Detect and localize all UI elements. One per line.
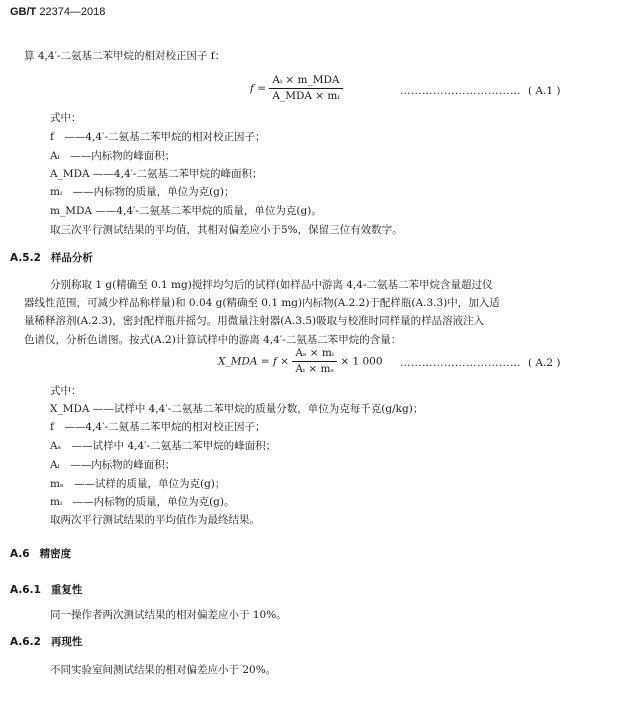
section-heading (10, 252, 93, 265)
where-note: 取三次平行测试结果的平均值，其相对偏差应小于5%，保留三位有效数字。 (50, 224, 403, 236)
where-item: f ——4,4′-二氨基二苯甲烷的相对校正因子； (50, 421, 266, 433)
section-heading (10, 548, 71, 561)
where-item: mₛ ——试样的质量，单位为克(g)； (50, 478, 226, 490)
standard-code: GB/T (10, 6, 37, 18)
section-number: A.5.2 (10, 252, 41, 264)
where-item: mᵢ ——内标物的质量，单位为克(g)； (50, 186, 235, 198)
formula-a1-fraction (269, 74, 342, 103)
where-item: Aᵢ ——内标物的峰面积； (50, 459, 176, 471)
formula-a1-lhs: f = (250, 82, 267, 95)
section-text: 不同实验室间测试结果的相对偏差应小于 20%。 (50, 664, 277, 676)
formula-a2-fraction (292, 347, 337, 376)
formula-a1-leader: …………………………… (400, 85, 521, 97)
paragraph-line: 器线性范围，可减少样品称样量)和 0.04 g(精确至 0.1 mg)内标物(A.2.2)于配样瓶(A.3.3)中，加入适 (24, 297, 500, 309)
section-title: 样品分析 (50, 252, 93, 264)
formula-a2 (218, 347, 383, 376)
section-number: A.6.1 (10, 584, 41, 596)
where-item: Aᵢ ——内标物的峰面积； (50, 150, 176, 162)
section-number: A.6.2 (10, 636, 41, 648)
where-item: f ——4,4′-二氨基二苯甲烷的相对校正因子； (50, 131, 266, 143)
where-item: m_MDA ——4,4′-二氨基二苯甲烷的质量，单位为克(g)。 (50, 205, 322, 217)
section-title: 再现性 (50, 636, 83, 648)
where-item: Aₛ ——试样中 4,4′-二氨基二苯甲烷的峰面积； (50, 440, 277, 452)
section-title: 精密度 (39, 548, 72, 560)
section-text: 同一操作者两次测试结果的相对偏差应小于 10%。 (50, 609, 287, 621)
formula-a2-label: ( A.2 ) (528, 357, 561, 369)
formula-a1-numerator: Aᵢ × m_MDA (269, 74, 342, 89)
section-heading (10, 584, 82, 597)
where-item: mᵢ ——内标物的质量，单位为克(g)。 (50, 496, 235, 508)
paragraph-line: 分别称取 1 g(精确至 0.1 mg)搅拌均匀后的试样(如样品中游离 4,4-二氨基二苯甲烷含量超过仪 (50, 279, 493, 291)
formula-a2-numerator: Aₛ × mᵢ (292, 347, 337, 362)
formula-a1 (250, 74, 343, 103)
formula-a2-leader: …………………………… (400, 357, 521, 369)
where-item: A_MDA ——4,4′-二氨基二苯甲烷的峰面积； (50, 168, 263, 180)
formula-a2-denominator: Aᵢ × mₛ (295, 363, 334, 376)
formula-a1-label: ( A.1 ) (528, 85, 561, 97)
where-item: X_MDA ——试样中 4,4′-二氨基二苯甲烷的质量分数，单位为克每千克(g/kg)； (50, 403, 424, 415)
section-title: 重复性 (50, 584, 83, 596)
paragraph-line: 量稀释溶剂(A.2.3)，密封配样瓶并摇匀。用微量注射器(A.3.5)吸取与校准时同样量的样品溶液注入 (24, 315, 485, 327)
intro-line: 算 4,4′-二氨基二苯甲烷的相对校正因子 f： (24, 50, 226, 62)
where-note: 取两次平行测试结果的平均值作为最终结果。 (50, 514, 260, 526)
standard-header (10, 6, 105, 20)
where-title: 式中： (50, 385, 82, 397)
section-heading (10, 636, 82, 649)
standard-number: 22374—2018 (39, 6, 106, 18)
formula-a2-lhs: X_MDA = f × (218, 355, 289, 368)
paragraph-line: 色谱仪，分析色谱图。按式(A.2)计算试样中的游离 4,4′-二氨基二苯甲烷的含量： (24, 334, 402, 346)
section-number: A.6 (10, 548, 30, 560)
where-title: 式中： (50, 112, 82, 124)
formula-a1-denominator: A_MDA × mᵢ (272, 90, 340, 103)
formula-a2-tail: × 1 000 (340, 355, 383, 368)
